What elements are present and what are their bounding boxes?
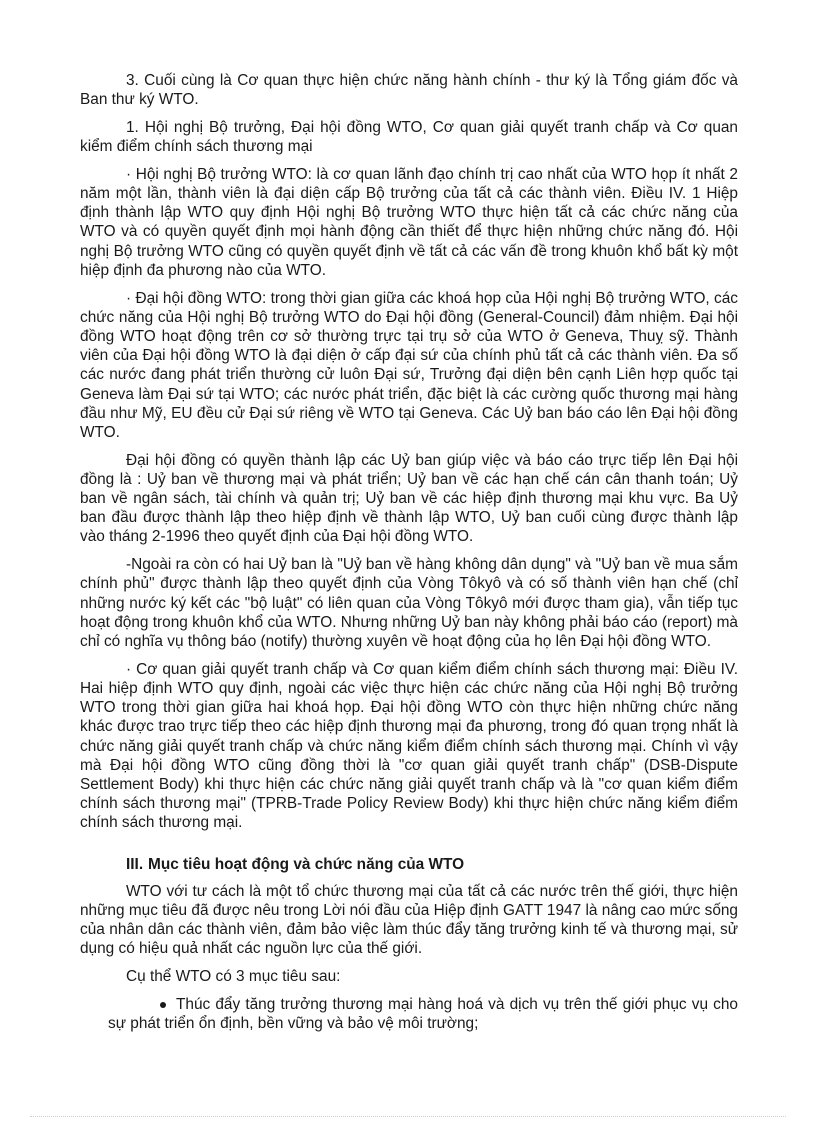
paragraph-three-goals: Cụ thể WTO có 3 mục tiêu sau: xyxy=(126,968,341,986)
paragraph-section-1-title: 1. Hội nghị Bộ trưởng, Đại hội đồng WTO, Cơ quan giải quyết tranh chấp và Cơ quan kiểm điểm chính sách thương mại xyxy=(80,118,738,156)
paragraph-ministerial-conference: · Hội nghị Bộ trưởng WTO: là cơ quan lãnh đạo chính trị cao nhất của WTO họp ít nhất 2 năm một lần, thành viên là đại diện cấp Bộ trưởng của tất cả các thành viên. Điều IV. 1 Hiệp định thành lập WTO quy định Hội nghị Bộ trưởng WTO thực hiện tất cả các chức năng của WTO và có quyền quyết định mọi hành động cần thiết để thực hiện những chức năng đó. Hội nghị Bộ trưởng WTO cũng có quyền quyết định về tất cả các vấn đề trong khuôn khổ bất kỳ một hiệp định đa phương nào của WTO. xyxy=(80,165,738,279)
document-body xyxy=(80,71,738,1042)
section-heading-number: III. xyxy=(126,855,144,873)
paragraph-general-council: · Đại hội đồng WTO: trong thời gian giữa các khoá họp của Hội nghị Bộ trưởng WTO, các chức năng của Hội nghị Bộ trưởng WTO do Đại hội đồng (General-Council) đảm nhiệm. Đại hội đồng WTO hoạt động trên cơ sở thường trực tại trụ sở của WTO ở Geneva, Thuỵ sỹ. Thành viên của Đại hội đồng WTO là đại diện ở cấp đại sứ của chính phủ tất cả các thành viên. Đa số các nước đang phát triển thường cử luôn Đại sứ, Trưởng đại diện bên cạnh Liên hợp quốc tại Geneva làm Đại sứ tại WTO; các nước phát triển, đặc biệt là các cường quốc thương mại hàng đầu như Mỹ, EU đều cử Đại sứ riêng về WTO tại Geneva. Các Uỷ ban báo cáo lên Đại hội đồng WTO. xyxy=(80,289,738,441)
paragraph-other-committees: -Ngoài ra còn có hai Uỷ ban là "Uỷ ban về hàng không dân dụng" và "Uỷ ban về mua sắm chính phủ" được thành lập theo quyết định của Vòng Tôkyô và có số thành viên hạn chế (chỉ những nước ký kết các "bộ luật" có liên quan của Vòng Tôkyô mới được tham gia), vẫn tiếp tục hoạt động trong khuôn khổ của WTO. Nhưng những Uỷ ban này không phải báo cáo (report) mà chỉ có nghĩa vụ thông báo (notify) thường xuyên về hoạt động của họ lên Đại hội đồng WTO. xyxy=(80,556,738,650)
bullet-dot-icon xyxy=(160,1002,166,1008)
bullet-item xyxy=(108,995,738,1033)
paragraph-wto-objectives: WTO với tư cách là một tổ chức thương mại của tất cả các nước trên thế giới, thực hiện những mục tiêu đã được nêu trong Lời nói đầu của Hiệp định GATT 1947 là nâng cao mức sống của nhân dân các thành viên, đảm bảo việc làm thúc đẩy tăng trưởng kinh tế và thương mại, sử dụng có hiệu quả nhất các nguồn lực của thế giới. xyxy=(80,882,738,958)
paragraph-dispute-settlement: · Cơ quan giải quyết tranh chấp và Cơ quan kiểm điểm chính sách thương mại: Điều IV. Hai hiệp định WTO quy định, ngoài các việc thực hiện các chức năng của Hội nghị Bộ trưởng WTO trong thời gian giữa hai khoá họp. Đại hội đồng WTO còn thực hiện những chức năng khác được trao trực tiếp theo các hiệp định thương mại đa phương, trong đó quan trọng nhất là chức năng giải quyết tranh chấp và chức năng kiểm điểm chính sách thương mại. Chính vì vậy mà Đại hội đồng WTO cũng đồng thời là "cơ quan giải quyết tranh chấp" (DSB-Dispute Settlement Body) khi thực hiện các chức năng giải quyết tranh chấp và là "cơ quan kiểm điểm chính sách thương mại" (TPRB-Trade Policy Review Body) khi thực hiện chức năng kiểm điểm chính sách thương mại. xyxy=(80,660,738,832)
paragraph-admin-body: 3. Cuối cùng là Cơ quan thực hiện chức năng hành chính - thư ký là Tổng giám đốc và Ban thư ký WTO. xyxy=(80,72,738,109)
bullet-item-text: Thúc đẩy tăng trưởng thương mại hàng hoá và dịch vụ trên thế giới phục vụ cho sự phát triển ổn định, bền vững và bảo vệ môi trường; xyxy=(108,995,738,1032)
paragraph-committees: Đại hội đồng có quyền thành lập các Uỷ ban giúp việc và báo cáo trực tiếp lên Đại hội đồng là : Uỷ ban về thương mại và phát triển; Uỷ ban về các hạn chế cán cân thanh toán; Uỷ ban về ngân sách, tài chính và quản trị; Uỷ ban về các hiệp định thương mại khu vực. Ba Uỷ ban đầu được thành lập theo hiệp định về thành lập WTO, Uỷ ban cuối cùng được thành lập vào tháng 2-1996 theo quyết định của Đại hội đồng WTO. xyxy=(80,451,738,546)
section-heading-text: Mục tiêu hoạt động và chức năng của WTO xyxy=(148,855,465,873)
section-heading xyxy=(80,855,738,874)
page-bottom-divider xyxy=(30,1116,786,1117)
